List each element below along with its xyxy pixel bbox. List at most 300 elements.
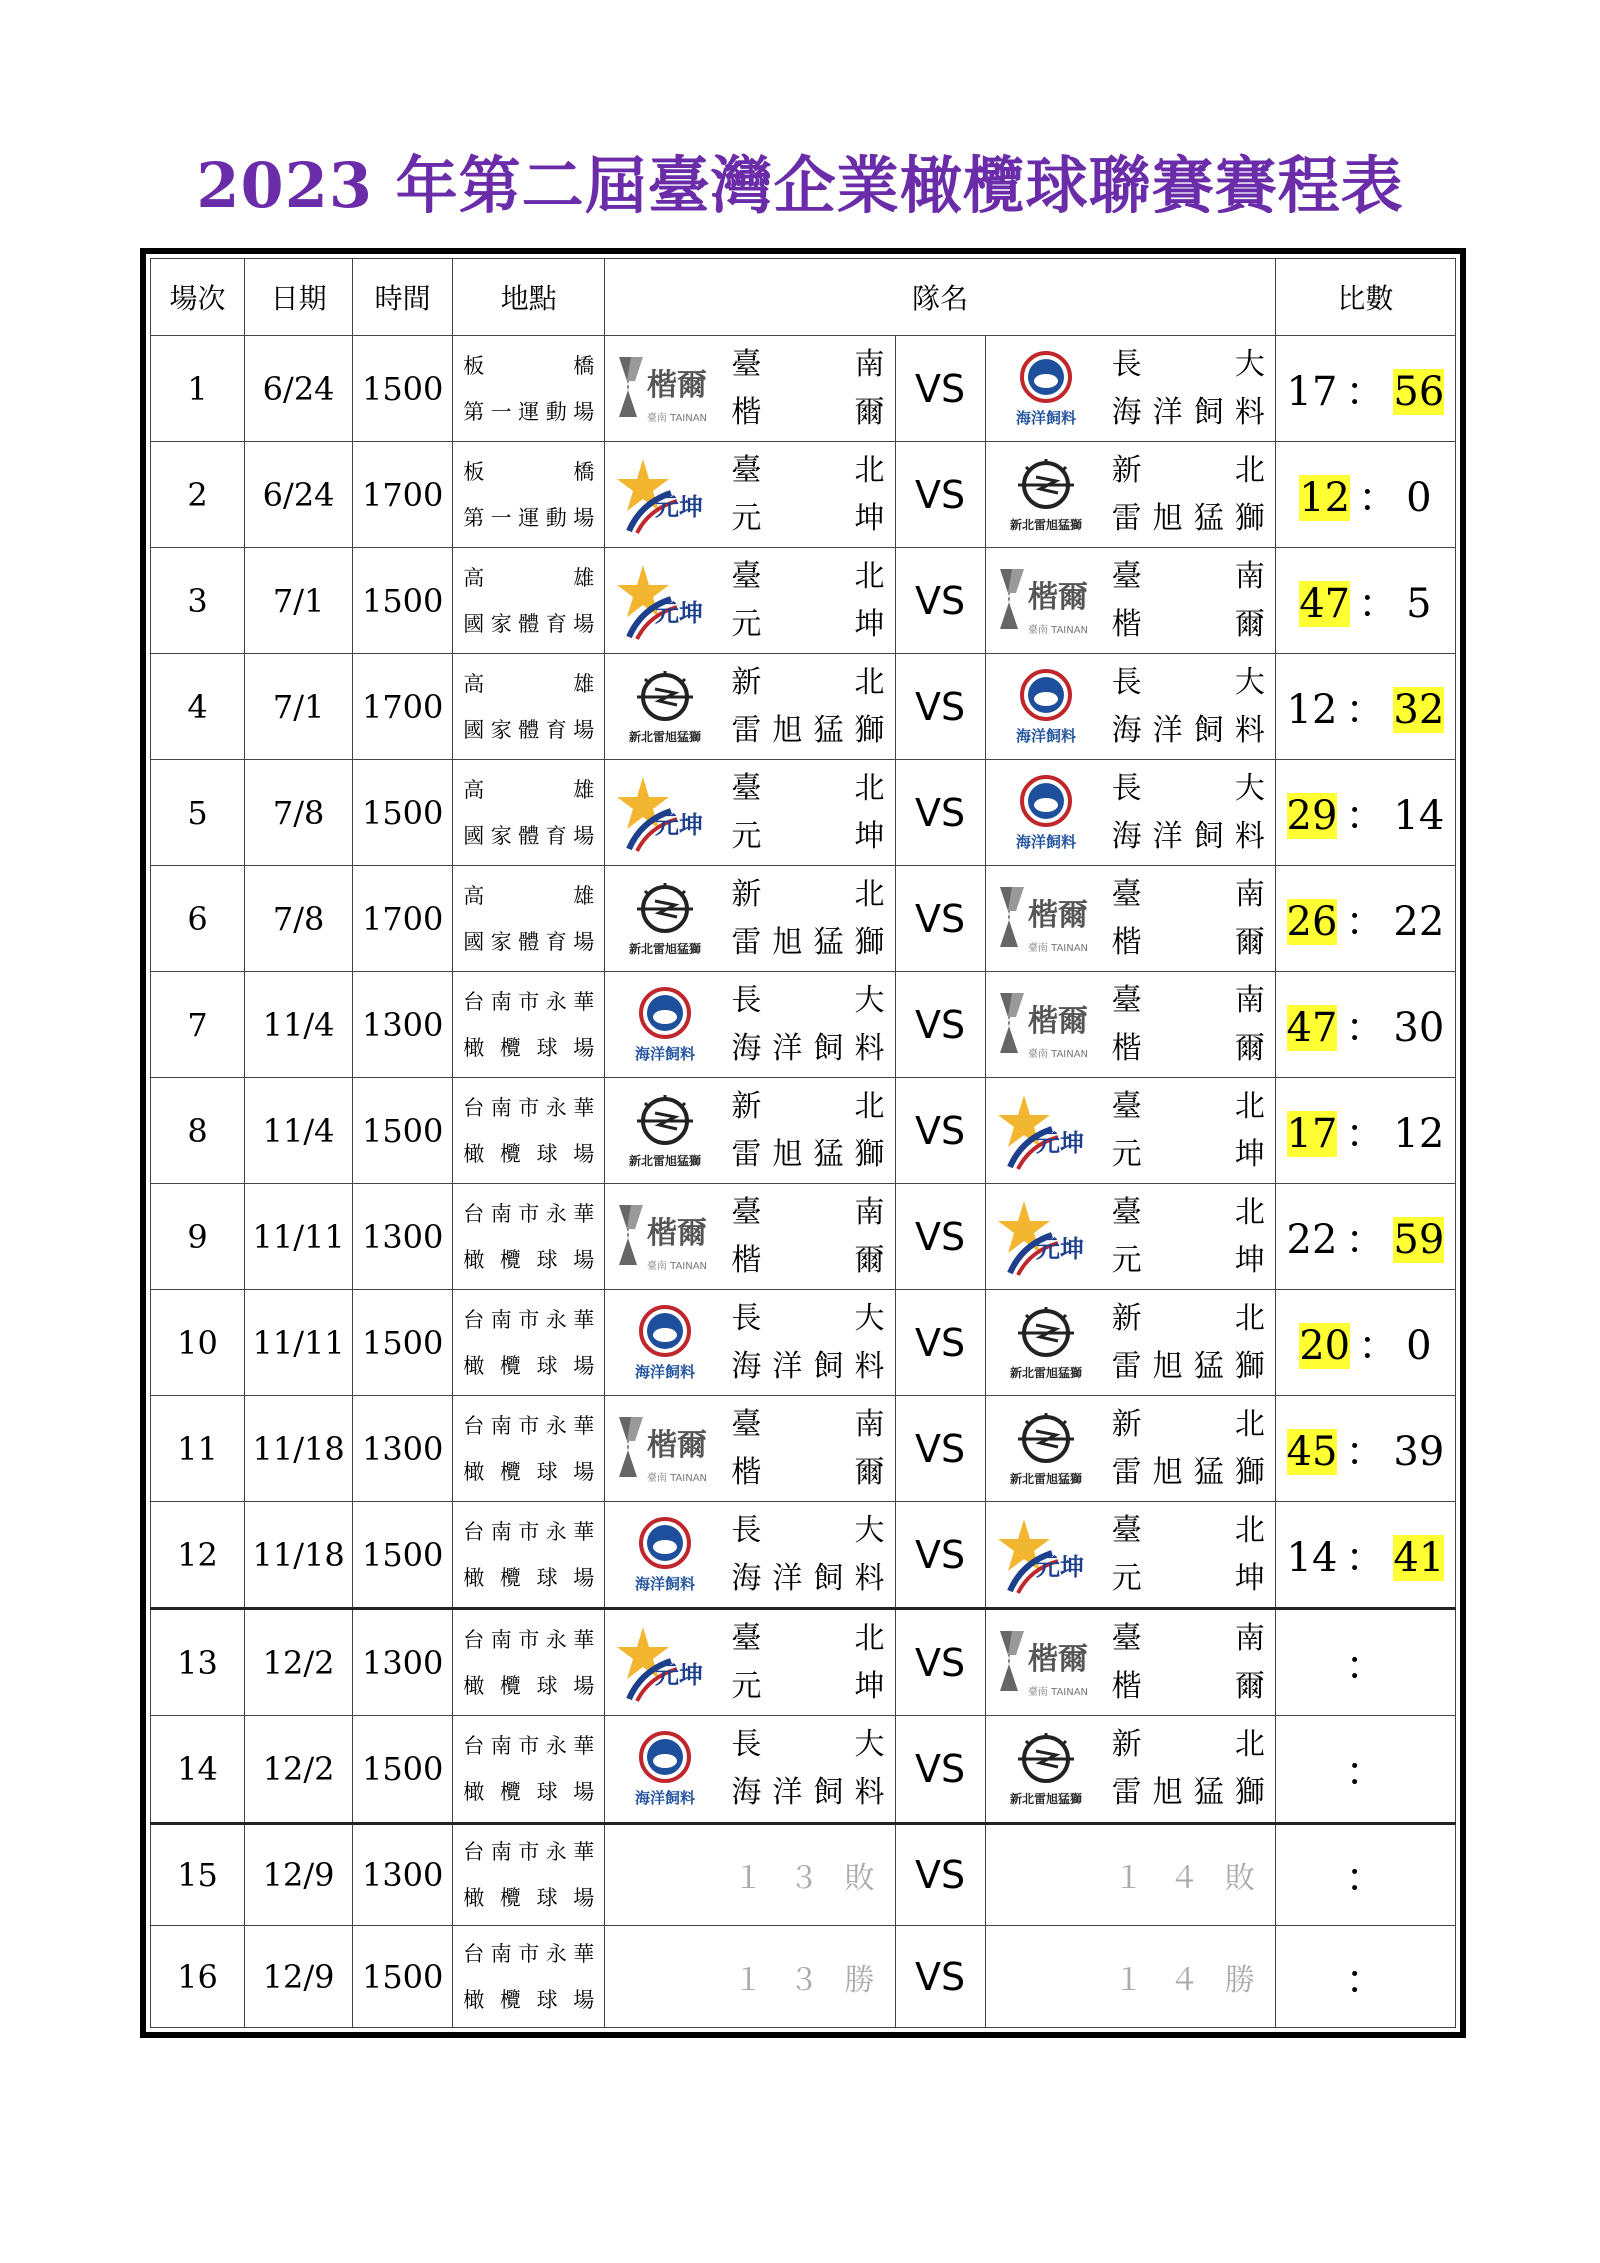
svg-text:新北雷旭猛獅: 新北雷旭猛獅 [1009, 517, 1082, 532]
game-date: 7/1 [245, 548, 353, 654]
svg-text:臺南 TAINAN: 臺南 TAINAN [1027, 624, 1088, 636]
venue-line1: 台南市永華 [463, 1201, 595, 1226]
home-score: 45 [1286, 1429, 1338, 1476]
xinbei-lion-logo-icon [994, 1299, 1098, 1387]
score-separator: ： [1345, 1429, 1386, 1476]
vs-label: VS [895, 1926, 985, 2028]
team-name-line2: 楷爾 [1111, 1668, 1265, 1704]
game-number: 5 [151, 760, 245, 866]
score-separator: ： [1345, 1643, 1386, 1690]
game-score [1275, 760, 1455, 866]
game-number: 12 [151, 1502, 245, 1609]
team-name-line2: 楷爾 [1111, 606, 1265, 642]
svg-text:元坤: 元坤 [1035, 1234, 1084, 1263]
header-row [151, 259, 1456, 336]
home-team-cell [605, 1926, 895, 2028]
table-row [151, 442, 1456, 548]
game-venue [453, 1716, 605, 1823]
team-name [717, 1189, 884, 1285]
team-name [1098, 659, 1265, 755]
team-name [1098, 1083, 1265, 1179]
team-name [1098, 447, 1265, 543]
home-team-cell [605, 760, 895, 866]
game-date: 12/9 [245, 1823, 353, 1926]
venue-line2: 第一運動場 [463, 399, 595, 424]
team-name-line1: 臺南 [1111, 558, 1265, 594]
team-name [717, 977, 884, 1073]
team-name-line1: 新北 [731, 876, 885, 912]
game-score [1275, 1926, 1455, 2028]
team [986, 654, 1275, 759]
score-separator: ： [1345, 1535, 1386, 1582]
game-number: 1 [151, 336, 245, 442]
svg-text:海洋飼料: 海洋飼料 [635, 1574, 696, 1593]
team-name-line1: 新北 [731, 1088, 885, 1124]
yuankun-logo-icon [994, 1511, 1098, 1599]
table-row [151, 1290, 1456, 1396]
game-time: 1700 [353, 654, 453, 760]
team-name-line2: 海洋飼料 [1111, 394, 1265, 430]
table-row [151, 1184, 1456, 1290]
venue-line1: 板橋 [463, 353, 595, 378]
vs-label: VS [895, 442, 985, 548]
team [986, 1078, 1275, 1183]
xinbei-lion-logo-icon [994, 1405, 1098, 1493]
away-score: 22 [1393, 899, 1445, 946]
score-separator: ： [1345, 1217, 1386, 1264]
header-time: 時間 [353, 259, 453, 336]
team-name-line1: 臺南 [1111, 1620, 1265, 1656]
team-name-line2: 元坤 [731, 500, 885, 536]
home-score: 47 [1286, 1005, 1338, 1052]
table-row [151, 1609, 1456, 1716]
away-score: 56 [1393, 369, 1445, 415]
team-name [1098, 871, 1265, 967]
vs-label: VS [895, 866, 985, 972]
home-score: 29 [1286, 793, 1338, 840]
haiyang-logo-icon [613, 1725, 717, 1813]
away-score: 32 [1393, 687, 1445, 734]
team-name-line1: 長大 [1111, 770, 1265, 806]
venue-line2: 國家體育場 [463, 929, 595, 954]
game-score [1275, 1396, 1455, 1502]
score-separator: ： [1358, 581, 1399, 628]
away-score: 30 [1393, 1005, 1445, 1052]
game-number: 16 [151, 1926, 245, 2028]
game-date: 6/24 [245, 442, 353, 548]
team-name [717, 553, 884, 649]
game-number: 3 [151, 548, 245, 654]
team-name-line2: 楷爾 [731, 1454, 885, 1490]
table-row [151, 866, 1456, 972]
team-name-line1: 新北 [1111, 1726, 1265, 1762]
away-score: 0 [1406, 1323, 1432, 1370]
table-row [151, 1716, 1456, 1823]
svg-text:海洋飼料: 海洋飼料 [1015, 726, 1076, 745]
team-name-line2: 楷爾 [731, 394, 885, 430]
svg-text:元坤: 元坤 [655, 810, 704, 839]
game-number: 14 [151, 1716, 245, 1823]
game-time: 1300 [353, 1184, 453, 1290]
svg-text:海洋飼料: 海洋飼料 [635, 1362, 696, 1381]
team-name-line2: 元坤 [731, 1668, 885, 1704]
vs-label: VS [895, 1502, 985, 1609]
schedule-table [150, 258, 1456, 2028]
game-venue [453, 1396, 605, 1502]
game-time: 1500 [353, 1290, 453, 1396]
game-date: 11/4 [245, 1078, 353, 1184]
svg-text:海洋飼料: 海洋飼料 [635, 1788, 696, 1807]
home-score: 20 [1299, 1323, 1351, 1370]
game-venue [453, 1078, 605, 1184]
home-team-cell [605, 1396, 895, 1502]
venue-line2: 橄欖球場 [463, 1673, 595, 1698]
game-venue [453, 1502, 605, 1609]
team [605, 548, 894, 653]
team-name-line2: 楷爾 [731, 1242, 885, 1278]
game-score [1275, 548, 1455, 654]
svg-text:楷爾: 楷爾 [1027, 1641, 1088, 1677]
header-score: 比數 [1275, 259, 1455, 336]
game-number: 7 [151, 972, 245, 1078]
team-name-line1: 臺北 [731, 1620, 885, 1656]
game-time: 1300 [353, 1823, 453, 1926]
team-name-line2: 雷旭猛獅 [1111, 500, 1265, 536]
svg-text:海洋飼料: 海洋飼料 [635, 1044, 696, 1063]
page-title: 2023 年第二屆臺灣企業橄欖球聯賽賽程表 [196, 149, 1404, 222]
game-time: 1500 [353, 1716, 453, 1823]
team-name [1098, 977, 1265, 1073]
haiyang-logo-icon [994, 663, 1098, 751]
game-date: 6/24 [245, 336, 353, 442]
kaier-logo-icon [994, 1619, 1098, 1707]
venue-line1: 台南市永華 [463, 1413, 595, 1438]
team-name-line1: 長大 [731, 1512, 885, 1548]
away-score: 0 [1406, 475, 1432, 522]
away-team-cell [985, 1184, 1275, 1290]
away-team-cell [985, 336, 1275, 442]
score-separator: ： [1345, 369, 1386, 415]
team-placeholder: １３敗 [733, 1860, 875, 1896]
xinbei-lion-logo-icon [994, 451, 1098, 539]
game-date: 12/9 [245, 1926, 353, 2028]
team [605, 1290, 894, 1395]
team-name-line1: 長大 [731, 1726, 885, 1762]
team-name [717, 1083, 884, 1179]
game-venue [453, 1609, 605, 1716]
team [605, 1078, 894, 1183]
score-separator: ： [1358, 1323, 1399, 1370]
team-name-line2: 雷旭猛獅 [731, 1136, 885, 1172]
vs-label: VS [895, 760, 985, 866]
away-score: 14 [1393, 793, 1445, 840]
vs-label: VS [895, 336, 985, 442]
away-team-cell [985, 654, 1275, 760]
home-team-cell [605, 654, 895, 760]
away-team-cell [985, 1502, 1275, 1609]
svg-text:新北雷旭猛獅: 新北雷旭猛獅 [1009, 1365, 1082, 1380]
game-time: 1300 [353, 972, 453, 1078]
venue-line1: 高雄 [463, 671, 595, 696]
team [605, 654, 894, 759]
team-name-line2: 元坤 [1111, 1560, 1265, 1596]
away-score: 12 [1393, 1111, 1445, 1158]
header-venue: 地點 [453, 259, 605, 336]
team-name [717, 1721, 884, 1817]
venue-line1: 台南市永華 [463, 1733, 595, 1758]
yuankun-logo-icon [613, 1619, 717, 1707]
team-name [1098, 553, 1265, 649]
away-team-cell [985, 1078, 1275, 1184]
team-name-line1: 臺北 [1111, 1512, 1265, 1548]
away-team-cell [985, 866, 1275, 972]
team-name [717, 871, 884, 967]
table-row [151, 760, 1456, 866]
svg-text:新北雷旭猛獅: 新北雷旭猛獅 [1009, 1791, 1082, 1806]
team [986, 442, 1275, 547]
vs-label: VS [895, 1716, 985, 1823]
venue-line2: 橄欖球場 [463, 1035, 595, 1060]
svg-text:楷爾: 楷爾 [647, 367, 708, 403]
svg-text:楷爾: 楷爾 [647, 1427, 708, 1463]
team [986, 1610, 1275, 1715]
score-separator: ： [1345, 687, 1386, 734]
team [986, 1716, 1275, 1821]
team [986, 336, 1275, 441]
svg-text:元坤: 元坤 [655, 1660, 704, 1689]
game-venue [453, 548, 605, 654]
team-name-line2: 楷爾 [1111, 924, 1265, 960]
home-team-cell [605, 1609, 895, 1716]
header-date: 日期 [245, 259, 353, 336]
vs-label: VS [895, 1290, 985, 1396]
home-team-cell [605, 972, 895, 1078]
svg-text:臺南 TAINAN: 臺南 TAINAN [647, 412, 708, 424]
game-date: 12/2 [245, 1609, 353, 1716]
score-separator: ： [1345, 1855, 1386, 1902]
table-row [151, 1823, 1456, 1926]
game-venue [453, 760, 605, 866]
home-score: 26 [1286, 899, 1338, 946]
haiyang-logo-icon [994, 769, 1098, 857]
team-name-line2: 雷旭猛獅 [1111, 1774, 1265, 1810]
home-team-cell [605, 548, 895, 654]
game-number: 4 [151, 654, 245, 760]
game-score [1275, 336, 1455, 442]
team-name [1098, 1189, 1265, 1285]
haiyang-logo-icon [613, 1299, 717, 1387]
team-name-line1: 臺南 [731, 1194, 885, 1230]
team-name-line1: 長大 [731, 982, 885, 1018]
away-team-cell [985, 760, 1275, 866]
team-name-line2: 元坤 [1111, 1242, 1265, 1278]
away-team-cell [985, 548, 1275, 654]
home-team-cell [605, 1823, 895, 1926]
venue-line1: 高雄 [463, 883, 595, 908]
venue-line2: 橄欖球場 [463, 1353, 595, 1378]
game-venue [453, 1823, 605, 1926]
xinbei-lion-logo-icon [613, 663, 717, 751]
haiyang-logo-icon [613, 1511, 717, 1599]
venue-line1: 台南市永華 [463, 1941, 595, 1966]
team-name [1098, 1401, 1265, 1497]
team-name-line1: 新北 [1111, 452, 1265, 488]
table-row [151, 336, 1456, 442]
away-team-cell [985, 1823, 1275, 1926]
table-row [151, 972, 1456, 1078]
venue-line1: 台南市永華 [463, 1307, 595, 1332]
team [605, 760, 894, 865]
game-number: 13 [151, 1609, 245, 1716]
svg-text:海洋飼料: 海洋飼料 [1015, 832, 1076, 851]
team-name [717, 341, 884, 437]
game-venue [453, 1926, 605, 2028]
team-placeholder: １４勝 [1113, 1962, 1255, 1998]
kaier-logo-icon [613, 1405, 717, 1493]
game-number: 10 [151, 1290, 245, 1396]
game-score [1275, 1184, 1455, 1290]
svg-text:臺南 TAINAN: 臺南 TAINAN [647, 1260, 708, 1272]
team-name-line1: 長大 [1111, 346, 1265, 382]
table-row [151, 548, 1456, 654]
score-separator: ： [1345, 899, 1386, 946]
game-number: 8 [151, 1078, 245, 1184]
table-row [151, 1078, 1456, 1184]
away-team-cell [985, 1716, 1275, 1823]
home-score: 17 [1286, 1111, 1338, 1158]
game-time: 1500 [353, 1078, 453, 1184]
team-name-line1: 新北 [1111, 1300, 1265, 1336]
away-team-cell [985, 1290, 1275, 1396]
away-team-cell [985, 1396, 1275, 1502]
yuankun-logo-icon [613, 557, 717, 645]
table-row [151, 654, 1456, 760]
home-team-cell [605, 336, 895, 442]
team-name-line2: 海洋飼料 [731, 1774, 885, 1810]
yuankun-logo-icon [994, 1193, 1098, 1281]
team-name-line1: 臺北 [731, 558, 885, 594]
home-team-cell [605, 442, 895, 548]
vs-label: VS [895, 1396, 985, 1502]
svg-text:元坤: 元坤 [1035, 1552, 1084, 1581]
team-name-line2: 楷爾 [1111, 1030, 1265, 1066]
vs-label: VS [895, 1184, 985, 1290]
venue-line2: 橄欖球場 [463, 1141, 595, 1166]
home-score: 14 [1286, 1535, 1338, 1582]
game-time: 1700 [353, 442, 453, 548]
game-time: 1500 [353, 760, 453, 866]
game-number: 15 [151, 1823, 245, 1926]
vs-label: VS [895, 654, 985, 760]
team-name-line2: 元坤 [731, 818, 885, 854]
team-name [717, 447, 884, 543]
game-time: 1700 [353, 866, 453, 972]
team [605, 1396, 894, 1501]
game-venue [453, 866, 605, 972]
team [605, 1610, 894, 1715]
venue-line2: 國家體育場 [463, 717, 595, 742]
game-date: 11/11 [245, 1184, 353, 1290]
game-score [1275, 654, 1455, 760]
team-name [717, 765, 884, 861]
home-team-cell [605, 1078, 895, 1184]
venue-line2: 橄欖球場 [463, 1565, 595, 1590]
team-name-line2: 海洋飼料 [731, 1348, 885, 1384]
team-name-line2: 元坤 [1111, 1136, 1265, 1172]
game-score [1275, 1290, 1455, 1396]
home-score: 12 [1299, 475, 1351, 522]
team-name-line1: 臺南 [1111, 982, 1265, 1018]
team [986, 1290, 1275, 1395]
svg-text:臺南 TAINAN: 臺南 TAINAN [1027, 1048, 1088, 1060]
home-score: 22 [1286, 1217, 1338, 1264]
team [605, 1184, 894, 1289]
team [986, 548, 1275, 653]
team [605, 336, 894, 441]
team [986, 972, 1275, 1077]
vs-label: VS [895, 1609, 985, 1716]
team-name-line1: 臺北 [731, 770, 885, 806]
team-name-line2: 海洋飼料 [731, 1560, 885, 1596]
score-separator: ： [1345, 1749, 1386, 1796]
team-name-line2: 海洋飼料 [731, 1030, 885, 1066]
team-name [717, 1615, 884, 1711]
team [605, 866, 894, 971]
table-row [151, 1502, 1456, 1609]
xinbei-lion-logo-icon [994, 1725, 1098, 1813]
away-team-cell [985, 1609, 1275, 1716]
team [986, 866, 1275, 971]
svg-text:新北雷旭猛獅: 新北雷旭猛獅 [629, 941, 702, 956]
game-number: 6 [151, 866, 245, 972]
away-team-cell [985, 442, 1275, 548]
away-score: 39 [1393, 1429, 1445, 1476]
team-name-line1: 長大 [1111, 664, 1265, 700]
team-name [717, 1295, 884, 1391]
team-name-line1: 臺北 [731, 452, 885, 488]
team-name-line1: 新北 [731, 664, 885, 700]
svg-text:元坤: 元坤 [1035, 1128, 1084, 1157]
game-date: 7/1 [245, 654, 353, 760]
game-number: 9 [151, 1184, 245, 1290]
game-score [1275, 1823, 1455, 1926]
team-name-line1: 臺南 [1111, 876, 1265, 912]
haiyang-logo-icon [613, 981, 717, 1069]
game-date: 7/8 [245, 760, 353, 866]
yuankun-logo-icon [613, 451, 717, 539]
venue-line1: 台南市永華 [463, 1519, 595, 1544]
home-team-cell [605, 1184, 895, 1290]
svg-text:楷爾: 楷爾 [647, 1215, 708, 1251]
team [986, 760, 1275, 865]
game-venue [453, 336, 605, 442]
venue-line1: 高雄 [463, 777, 595, 802]
away-score: 59 [1393, 1217, 1445, 1264]
kaier-logo-icon [613, 1193, 717, 1281]
svg-text:楷爾: 楷爾 [1027, 897, 1088, 933]
kaier-logo-icon [994, 875, 1098, 963]
game-time: 1300 [353, 1396, 453, 1502]
team-name-line2: 雷旭猛獅 [731, 924, 885, 960]
team-placeholder: １４敗 [1113, 1860, 1255, 1896]
team-name [1098, 1507, 1265, 1603]
team-name-line2: 雷旭猛獅 [1111, 1454, 1265, 1490]
team-name-line1: 臺南 [731, 1406, 885, 1442]
game-score [1275, 442, 1455, 548]
table-row [151, 1396, 1456, 1502]
game-time: 1500 [353, 1502, 453, 1609]
team-placeholder: １３勝 [733, 1962, 875, 1998]
